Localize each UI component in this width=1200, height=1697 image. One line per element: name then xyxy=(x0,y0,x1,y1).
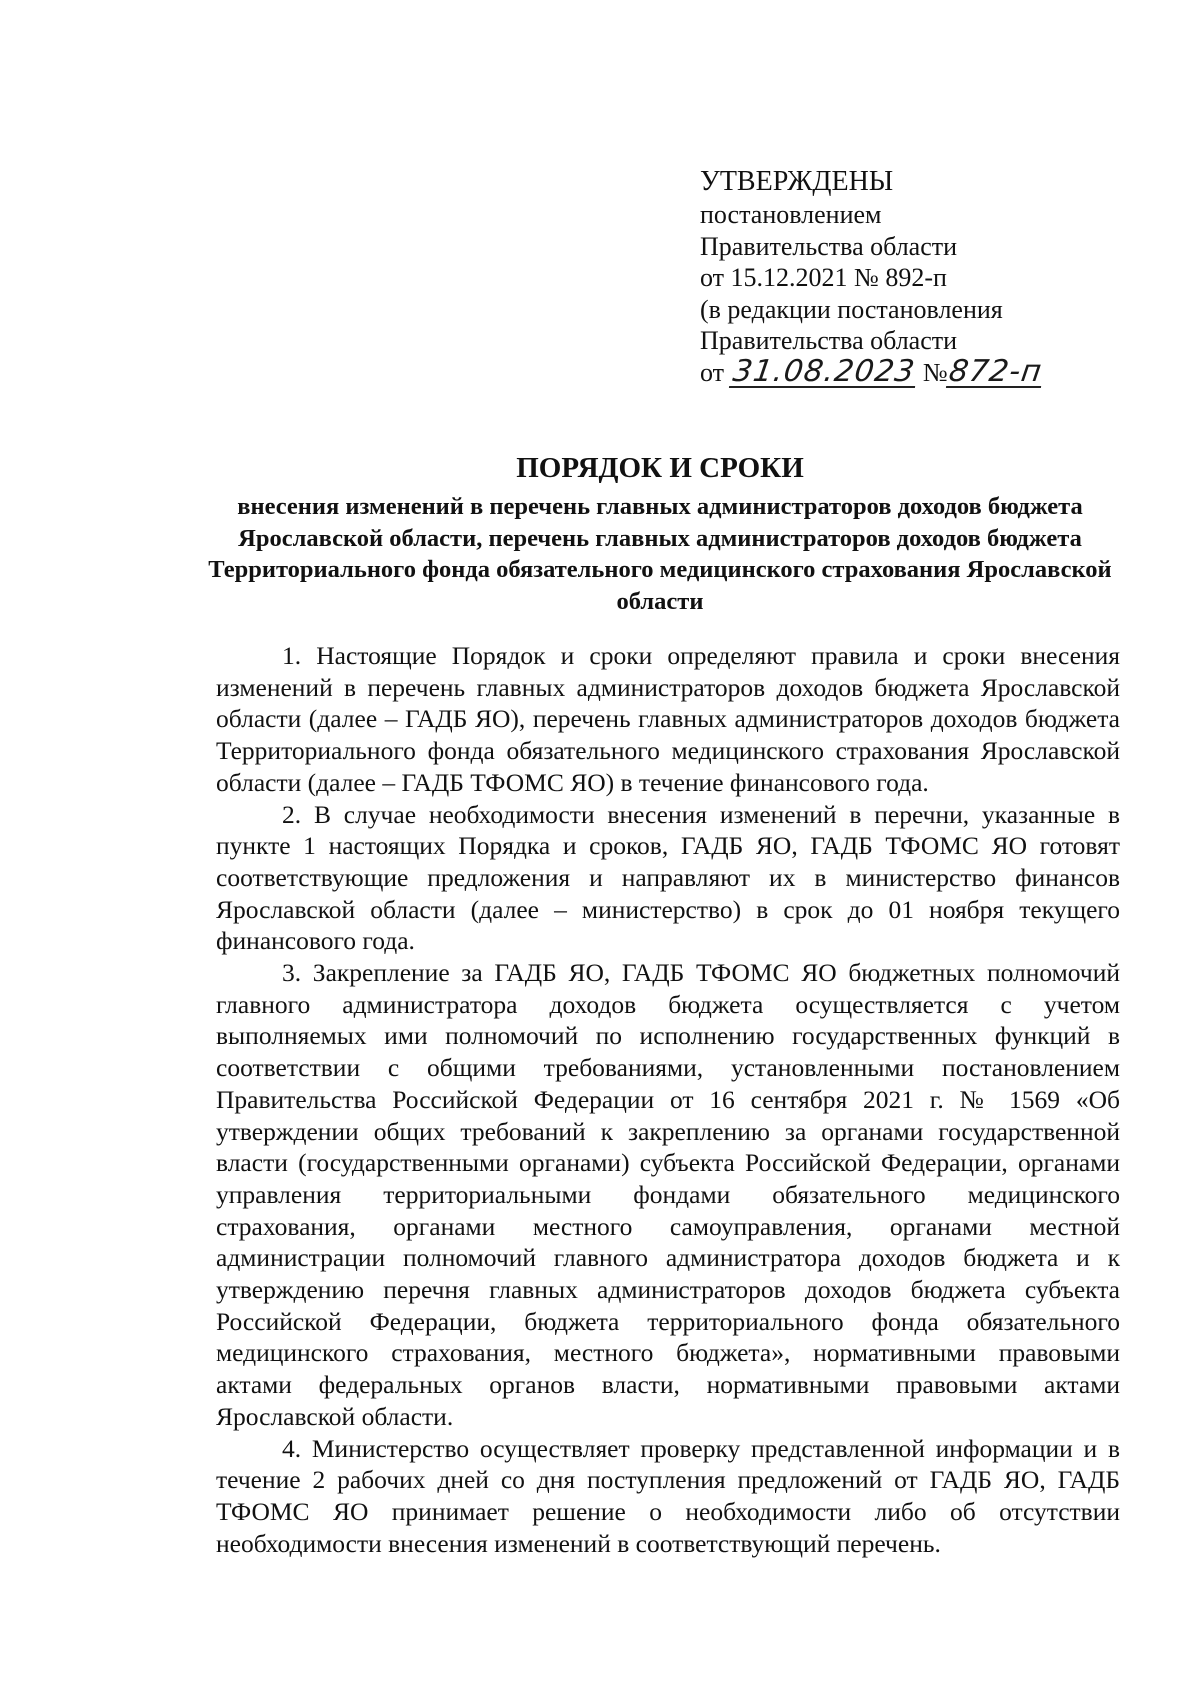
handwritten-number: 872-п xyxy=(946,353,1044,389)
document-title-block xyxy=(200,448,1120,617)
approval-heading: УТВЕРЖДЕНЫ xyxy=(700,166,894,197)
document-body xyxy=(216,640,1120,1559)
handwritten-date: 31.08.2023 xyxy=(730,353,917,389)
approval-line: Правительства области xyxy=(700,326,958,355)
paragraph-4: 4. Министерство осуществляет проверку представленной информации и в течение 2 рабочих дней со дня поступления предложений от ГАДБ ЯО, ГАДБ ТФОМС ЯО принимает решение о необходимости либо об отсутствии необходимости внесения изменений в соответствующий перечень. xyxy=(216,1433,1120,1558)
number-sign: № xyxy=(922,357,948,387)
approval-stamp-block xyxy=(700,165,1120,388)
approval-line: Правительства области xyxy=(700,231,958,261)
paragraph-3: 3. Закрепление за ГАДБ ЯО, ГАДБ ТФОМС ЯО бюджетных полномочий главного администратора доходов бюджета осуществляется с учетом выполняемых ими полномочий по исполнению государственных функций в соответствии с общими требованиями, установленными постановлением Правительства Российской Федерации от 16 сентября 2021 г. № 1569 «Об утверждении общих требований к закреплению за органами государственной власти (государственными органами) субъекта Российской Федерации, органами управления территориальными фондами обязательного медицинского страхования, органами местного самоуправления, органами местной администрации полномочий главного администратора доходов бюджета и к утверждению перечня главных администраторов доходов бюджета субъекта Российской Федерации, бюджета территориального фонда обязательного медицинского страхования, местного бюджета», нормативными правовыми актами федеральных органов власти, нормативными правовыми актами Ярославской области. xyxy=(216,958,1120,1431)
date-prefix: от xyxy=(700,357,725,387)
handwritten-date-row xyxy=(700,353,1120,389)
approval-line: постановлением xyxy=(700,200,882,229)
paragraph-1: 1. Настоящие Порядок и сроки определяют правила и сроки внесения изменений в перечень главных администраторов доходов бюджета Ярославской области (далее – ГАДБ ЯО), перечень главных администраторов доходов бюджета Территориального фонда обязательного медицинского страхования Ярославской области (далее – ГАДБ ТФОМС ЯО) в течение финансового года. xyxy=(216,641,1120,797)
approval-line: от 15.12.2021 № 892-п xyxy=(700,263,947,292)
approval-line: (в редакции постановления xyxy=(700,294,1003,324)
document-subtitle: внесения изменений в перечень главных администраторов доходов бюджета Ярославской области, перечень главных администраторов доходов бюджета Территориального фонда обязательного медицинского страхования Ярославской области xyxy=(208,493,1112,615)
paragraph-2: 2. В случае необходимости внесения изменений в перечни, указанные в пункте 1 настоящих Порядка и сроков, ГАДБ ЯО, ГАДБ ТФОМС ЯО готовят соответствующие предложения и направляют их в министерство финансов Ярославской области (далее – министерство) в срок до 01 ноября текущего финансового года. xyxy=(216,799,1120,956)
document-title: ПОРЯДОК И СРОКИ xyxy=(516,452,804,484)
